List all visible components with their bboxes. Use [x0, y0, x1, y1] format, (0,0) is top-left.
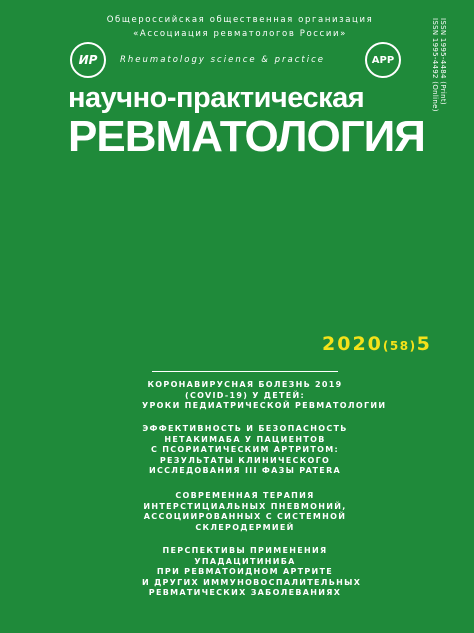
article-line: СКЛЕРОДЕРМИЕЙ [195, 522, 295, 532]
association-logo-icon [365, 42, 401, 78]
association-name: «Ассоциация ревматологов России» [133, 29, 347, 39]
issue-number [322, 333, 462, 355]
article-line: И ДРУГИХ ИММУНОВОСПАЛИТЕЛЬНЫХ [142, 577, 362, 587]
journal-logo-text: ИР [78, 53, 98, 67]
article-line: УПАДАЦИТИНИБА [194, 556, 296, 566]
article-4 [142, 546, 362, 599]
journal-logo-icon [70, 42, 106, 78]
article-2 [142, 424, 348, 477]
divider-line [152, 371, 338, 372]
article-line: ИССЛЕДОВАНИЯ III ФАЗЫ PATERA [148, 466, 342, 475]
journal-title-line1: научно-практическая [68, 82, 365, 114]
article-line: РЕВМАТИЧЕСКИХ ЗАБОЛЕВАНИЯХ [148, 588, 342, 597]
article-line: АССОЦИИРОВАННЫХ С СИСТЕМНОЙ [143, 512, 347, 521]
article-3 [142, 491, 348, 533]
article-line: СОВРЕМЕННАЯ ТЕРАПИЯ [175, 491, 315, 500]
issue-no: 5 [416, 333, 430, 355]
article-line: КОРОНАВИРУСНАЯ БОЛЕЗНЬ 2019 [147, 380, 343, 389]
article-line: ЭФФЕКТИВНОСТЬ И БЕЗОПАСНОСТЬ [142, 424, 348, 433]
issn-online: ISSN 1995-4492 (Online) [431, 18, 439, 112]
article-line: ИНТЕРСТИЦИАЛЬНЫХ ПНЕВМОНИЙ, [143, 501, 347, 511]
article-line: УРОКИ ПЕДИАТРИЧЕСКОЙ РЕВМАТОЛОГИИ [142, 401, 387, 410]
association-logo-text: АРР [371, 54, 395, 66]
article-line: РЕЗУЛЬТАТЫ КЛИНИЧЕСКОГО [159, 455, 331, 465]
issue-year: 2020 [322, 333, 383, 355]
issn-block [431, 18, 447, 138]
article-line: (COVID-19) У ДЕТЕЙ: [184, 390, 306, 400]
english-subtitle: Rheumatology science & practice [120, 55, 326, 65]
article-line: С ПСОРИАТИЧЕСКИМ АРТРИТОМ: [151, 445, 339, 454]
issn-print: ISSN 1995-4484 (Print) [439, 18, 447, 105]
issue-volume: (58) [382, 339, 417, 353]
article-line: ПРИ РЕВМАТОИДНОМ АРТРИТЕ [156, 567, 334, 576]
organization-name: Общероссийская общественная организация [106, 15, 374, 25]
article-line: ПЕРСПЕКТИВЫ ПРИМЕНЕНИЯ [162, 546, 328, 555]
article-1 [142, 380, 387, 412]
article-line: НЕТАКИМАБА У ПАЦИЕНТОВ [164, 434, 326, 444]
journal-title-line2: РЕВМАТОЛОГИЯ [68, 112, 425, 161]
